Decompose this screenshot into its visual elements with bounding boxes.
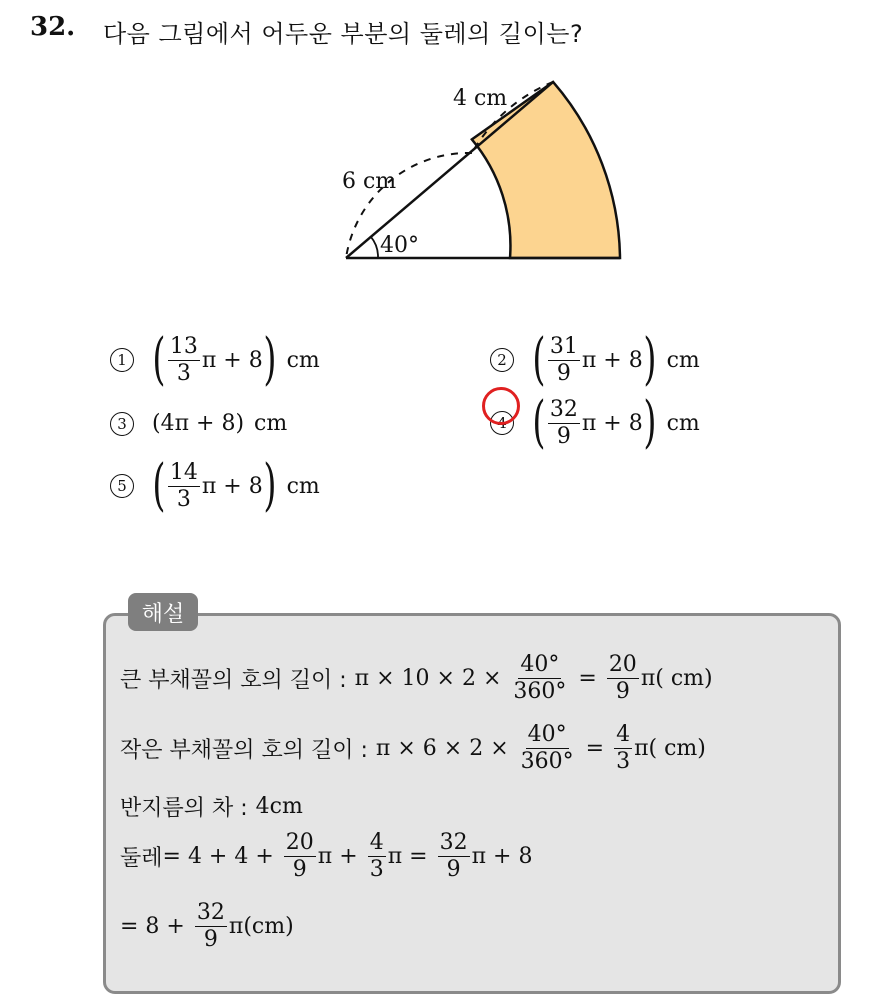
choice-1-expression: ( $\frac{13}{3}$ π + 8 ) <box>152 327 277 392</box>
choice-2-unit: cm <box>666 347 700 373</box>
choice-4-denominator: 9 <box>556 423 571 449</box>
choice-2-denominator: 9 <box>556 360 571 386</box>
perimeter-label: 둘레 <box>120 846 163 871</box>
choice-5-unit: cm <box>286 473 320 499</box>
choice-2-numerator: 31 <box>549 333 578 359</box>
choice-5[interactable] <box>110 453 320 518</box>
choice-3-unit: cm <box>254 411 288 436</box>
selected-mark <box>482 387 520 425</box>
small-arc-label: 작은 부채꼴의 호의 길이 : <box>120 738 368 763</box>
choice-4-unit: cm <box>666 410 700 436</box>
choice-1-denominator: 3 <box>176 360 191 386</box>
choice-1-unit: cm <box>286 347 320 373</box>
radius-diff-label: 반지름의 차 : <box>120 796 248 821</box>
choice-2[interactable] <box>490 327 700 392</box>
choice-number-4: 4 <box>490 411 514 435</box>
choice-1-numerator: 13 <box>169 333 198 359</box>
solution-line-5: = 8 + $\frac{32}{9}$ π(cm) <box>120 900 294 952</box>
choice-3[interactable] <box>110 411 287 436</box>
solution-line-1: 큰 부채꼴의 호의 길이 : π × 10 × 2 × $\frac{40^\circ}{360^\circ}$ = $\frac{20}{9}$ π( cm) <box>120 652 713 704</box>
choice-number-5: 5 <box>110 474 134 498</box>
solution-line-3 <box>120 791 303 822</box>
choice-5-denominator: 3 <box>176 486 191 512</box>
question-text: 다음 그림에서 어두운 부분의 둘레의 길이는? <box>103 20 584 48</box>
choice-1[interactable] <box>110 327 320 392</box>
solution-tag: 해설 <box>128 593 198 631</box>
choice-4-numerator: 32 <box>549 396 578 422</box>
sector-figure <box>330 70 640 275</box>
radius-diff-value: 4cm <box>255 794 303 819</box>
choice-5-numerator: 14 <box>169 459 198 485</box>
label-4cm: 4 cm <box>453 86 508 111</box>
angle-arc <box>371 236 379 258</box>
label-40deg: 40° <box>380 233 419 258</box>
choice-number-2: 2 <box>490 348 514 372</box>
big-arc-label: 큰 부채꼴의 호의 길이 : <box>120 668 347 693</box>
solution-line-4: 둘레 = 4 + 4 + $\frac{20}{9}$ π + $\frac{4}{3}$ π = $\frac{32}{9}$ π + 8 <box>120 830 533 882</box>
choice-4-expression: ( $\frac{32}{9}$ π + 8 ) <box>532 390 657 455</box>
choice-4[interactable] <box>490 390 700 455</box>
choice-3-expression: (4π + 8) <box>152 411 245 436</box>
choice-number-1: 1 <box>110 348 134 372</box>
choice-number-3: 3 <box>110 412 134 436</box>
choice-2-expression: ( $\frac{31}{9}$ π + 8 ) <box>532 327 657 392</box>
label-6cm: 6 cm <box>342 169 397 194</box>
question-number: 32. <box>30 12 76 42</box>
choice-5-expression: ( $\frac{14}{3}$ π + 8 ) <box>152 453 277 518</box>
solution-line-2: 작은 부채꼴의 호의 길이 : π × 6 × 2 × $\frac{40^\circ}{360^\circ}$ = $\frac{4}{3}$ π( cm) <box>120 722 706 774</box>
